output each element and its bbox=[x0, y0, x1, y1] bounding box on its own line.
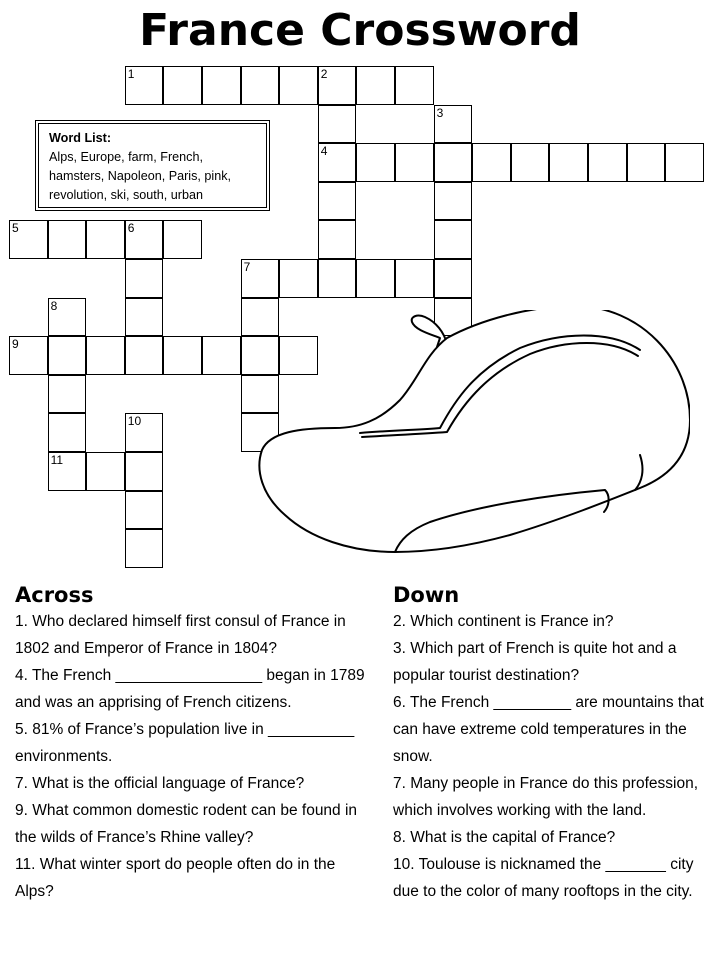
grid-cell[interactable] bbox=[86, 336, 125, 375]
grid-cell[interactable] bbox=[356, 66, 395, 105]
grid-cell[interactable] bbox=[9, 336, 48, 375]
word-list-heading: Word List: bbox=[49, 131, 112, 145]
grid-cell[interactable] bbox=[48, 336, 87, 375]
grid-cell[interactable] bbox=[48, 298, 87, 337]
clue-number: 2 bbox=[320, 67, 328, 81]
grid-cell[interactable] bbox=[86, 452, 125, 491]
grid-cell[interactable] bbox=[434, 105, 473, 144]
grid-cell[interactable] bbox=[356, 259, 395, 298]
beret-illustration bbox=[250, 310, 690, 560]
grid-cell[interactable] bbox=[9, 220, 48, 259]
clue-across-5: 5. 81% of France’s population live in __________ environments. bbox=[15, 721, 355, 765]
clue-across-7: 7. What is the official language of France? bbox=[15, 775, 305, 792]
grid-cell[interactable] bbox=[665, 143, 704, 182]
grid-cell[interactable] bbox=[318, 220, 357, 259]
grid-cell[interactable] bbox=[395, 259, 434, 298]
grid-cell[interactable] bbox=[549, 143, 588, 182]
grid-cell[interactable] bbox=[48, 452, 87, 491]
clue-number: 11 bbox=[50, 453, 64, 467]
grid-cell[interactable] bbox=[318, 143, 357, 182]
grid-cell[interactable] bbox=[434, 182, 473, 221]
grid-cell[interactable] bbox=[125, 529, 164, 568]
grid-cell[interactable] bbox=[511, 143, 550, 182]
grid-cell[interactable] bbox=[279, 66, 318, 105]
clue-across-9: 9. What common domestic rodent can be found in the wilds of France’s Rhine valley? bbox=[15, 802, 358, 846]
clue-across-4: 4. The French _________________ began in 1789 and was an apprising of French citizens. bbox=[15, 667, 365, 711]
grid-cell[interactable] bbox=[627, 143, 666, 182]
down-heading: Down bbox=[393, 583, 460, 607]
grid-cell[interactable] bbox=[318, 182, 357, 221]
grid-cell[interactable] bbox=[163, 66, 202, 105]
clue-down-7: 7. Many people in France do this profession, which involves working with the land. bbox=[393, 775, 699, 819]
grid-cell[interactable] bbox=[472, 143, 511, 182]
clue-number: 8 bbox=[50, 298, 58, 313]
grid-cell[interactable] bbox=[395, 143, 434, 182]
grid-cell[interactable] bbox=[279, 259, 318, 298]
grid-cell[interactable] bbox=[163, 336, 202, 375]
grid-cell[interactable] bbox=[86, 220, 125, 259]
grid-cell[interactable] bbox=[202, 66, 241, 105]
grid-cell[interactable] bbox=[125, 66, 164, 105]
across-clues bbox=[15, 580, 375, 905]
word-list-words: Alps, Europe, farm, French, hamsters, Napoleon, Paris, pink, revolution, ski, south, urban bbox=[49, 150, 231, 202]
clue-number: 6 bbox=[127, 221, 135, 236]
grid-cell[interactable] bbox=[588, 143, 627, 182]
grid-cell[interactable] bbox=[125, 413, 164, 452]
clue-number: 9 bbox=[12, 337, 19, 352]
clue-number: 4 bbox=[320, 144, 328, 159]
page-title: France Crossword bbox=[139, 5, 581, 56]
across-heading: Across bbox=[15, 583, 94, 607]
grid-cell[interactable] bbox=[202, 336, 241, 375]
clue-number: 7 bbox=[243, 260, 251, 274]
beret-body bbox=[259, 310, 690, 552]
word-list-box bbox=[35, 120, 270, 211]
grid-cell[interactable] bbox=[125, 259, 164, 298]
grid-cell[interactable] bbox=[48, 220, 87, 259]
clue-down-2: 2. Which continent is France in? bbox=[393, 613, 614, 630]
grid-cell[interactable] bbox=[318, 105, 357, 144]
clue-number: 3 bbox=[436, 105, 444, 120]
grid-cell[interactable] bbox=[356, 143, 395, 182]
clue-down-3: 3. Which part of French is quite hot and a popular tourist destination? bbox=[393, 640, 677, 684]
clue-across-1: 1. Who declared himself first consul of France in 1802 and Emperor of France in 1804? bbox=[15, 613, 346, 657]
clue-number: 10 bbox=[127, 414, 142, 429]
grid-cell[interactable] bbox=[125, 220, 164, 259]
down-clues bbox=[393, 580, 713, 905]
grid-cell[interactable] bbox=[125, 298, 164, 337]
grid-cell[interactable] bbox=[125, 491, 164, 530]
grid-cell[interactable] bbox=[434, 220, 473, 259]
clue-down-8: 8. What is the capital of France? bbox=[393, 829, 616, 846]
grid-cell[interactable] bbox=[318, 259, 357, 298]
grid-cell[interactable] bbox=[241, 259, 280, 298]
clue-number: 1 bbox=[127, 67, 135, 81]
grid-cell[interactable] bbox=[241, 66, 280, 105]
grid-cell[interactable] bbox=[48, 413, 87, 452]
grid-cell[interactable] bbox=[395, 66, 434, 105]
grid-cell[interactable] bbox=[434, 259, 473, 298]
grid-cell[interactable] bbox=[434, 143, 473, 182]
grid-cell[interactable] bbox=[318, 66, 357, 105]
clue-down-10: 10. Toulouse is nicknamed the _______ city due to the color of many rooftops in the city. bbox=[393, 856, 694, 900]
grid-cell[interactable] bbox=[125, 336, 164, 375]
grid-cell[interactable] bbox=[163, 220, 202, 259]
grid-cell[interactable] bbox=[125, 452, 164, 491]
clue-number: 5 bbox=[12, 221, 19, 236]
clue-down-6: 6. The French _________ are mountains that can have extreme cold temperatures in the snow. bbox=[393, 694, 704, 765]
clue-across-11: 11. What winter sport do people often do in the Alps? bbox=[15, 856, 336, 900]
grid-cell[interactable] bbox=[48, 375, 87, 414]
